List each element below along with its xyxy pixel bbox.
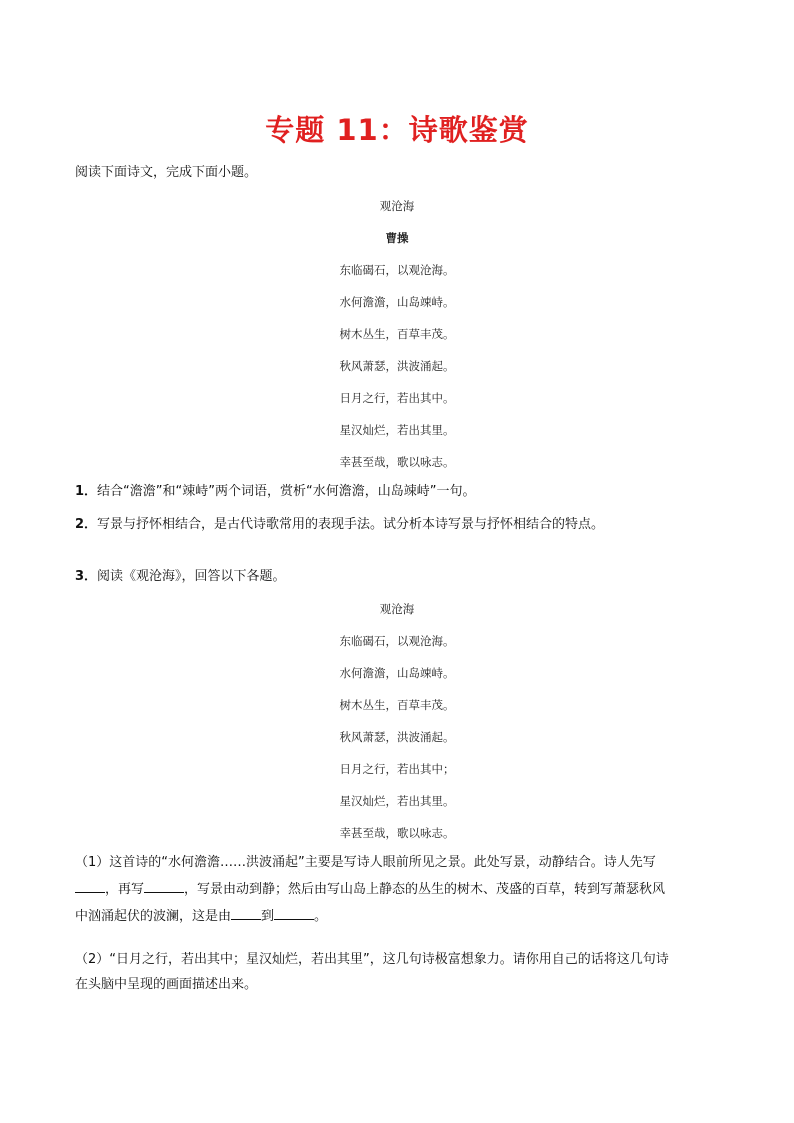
poem-2-line: 日月之行，若出其中； xyxy=(339,762,455,776)
answer-blank[interactable] xyxy=(274,905,314,920)
poem-1-author: 曹操 xyxy=(385,231,409,245)
sub-question-2-line: （2）“日月之行，若出其中；星汉灿烂，若出其里”，这几句诗极富想象力。请你用自己的话将这几句诗 xyxy=(75,952,669,967)
poem-2-line: 东临碣石，以观沧海。 xyxy=(339,634,455,648)
answer-blank[interactable] xyxy=(75,878,105,893)
poem-1-line: 东临碣石，以观沧海。 xyxy=(339,263,455,277)
poem-1-line: 树木丛生，百草丰茂。 xyxy=(339,327,455,341)
answer-blank[interactable] xyxy=(144,878,184,893)
poem-2-line: 水何澹澹，山岛竦峙。 xyxy=(339,666,455,680)
question-text: 写景与抒怀相结合，是古代诗歌常用的表现手法。试分析本诗写景与抒怀相结合的特点。 xyxy=(97,517,605,532)
sub-question-2-line: 在头脑中呈现的画面描述出来。 xyxy=(75,977,258,992)
question-text: 结合“澹澹”和“竦峙”两个词语，赏析“水何澹澹，山岛竦峙”一句。 xyxy=(97,484,476,499)
question-number: 3． xyxy=(75,569,98,584)
page-title: 专题 11：诗歌鉴赏 xyxy=(265,113,529,147)
answer-blank[interactable] xyxy=(231,905,261,920)
question-1 xyxy=(75,482,475,502)
poem-2-line: 树木丛生，百草丰茂。 xyxy=(339,698,455,712)
sub-question-1 xyxy=(75,853,725,927)
question-number: 2． xyxy=(75,517,98,532)
sub-question-1-line: ，再写 ，写景由动到静；然后由写山岛上静态的丛生的树木、茂盛的百草，转到写萧瑟秋风 xyxy=(75,878,725,900)
sub-question-1-line: （1）这首诗的“水何澹澹……洪波涌起”主要是写诗人眼前所见之景。此处写景，动静结合。诗人先写 xyxy=(75,855,656,870)
poem-1-line: 日月之行，若出其中。 xyxy=(339,391,455,405)
poem-2-line: 幸甚至哉，歌以咏志。 xyxy=(339,826,455,840)
intro-instruction: 阅读下面诗文，完成下面小题。 xyxy=(75,165,258,180)
question-number: 1． xyxy=(75,484,98,499)
poem-2-line: 秋风萧瑟，洪波涌起。 xyxy=(339,730,455,744)
question-2 xyxy=(75,515,604,535)
poem-1-line: 水何澹澹，山岛竦峙。 xyxy=(339,295,455,309)
poem-1-line: 秋风萧瑟，洪波涌起。 xyxy=(339,359,455,373)
sub-question-1-line: 中汹涌起伏的波澜，这是由 到 。 xyxy=(75,905,725,927)
poem-1-line: 幸甚至哉，歌以咏志。 xyxy=(339,455,455,469)
poem-2-title: 观沧海 xyxy=(379,602,415,616)
poem-2-line: 星汉灿烂，若出其里。 xyxy=(339,794,455,808)
question-text: 阅读《观沧海》，回答以下各题。 xyxy=(97,569,286,584)
sub-question-2 xyxy=(75,950,725,995)
question-3 xyxy=(75,567,286,587)
poem-1-title: 观沧海 xyxy=(379,199,415,213)
poem-1-line: 星汉灿烂，若出其里。 xyxy=(339,423,455,437)
